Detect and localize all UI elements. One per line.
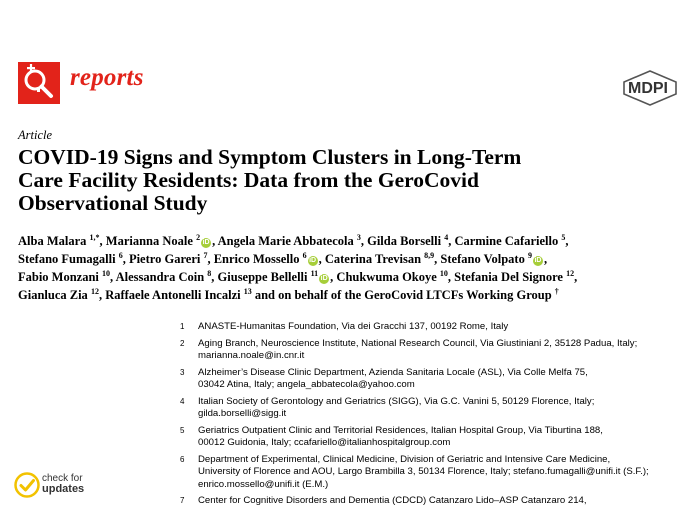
affiliation-number: 7 bbox=[180, 496, 185, 505]
affiliation-marker: 12 bbox=[566, 269, 575, 278]
author-name: , Chukwuma Okoye bbox=[330, 270, 440, 284]
affiliation-text: Alzheimer’s Disease Clinic Department, Azienda Sanitaria Locale (ASL), Via Colle Melfa 75, bbox=[198, 366, 588, 378]
author-list bbox=[18, 232, 688, 304]
affiliation-number: 5 bbox=[180, 425, 185, 435]
affiliation-marker: 13 bbox=[243, 287, 252, 296]
affiliation-number: 4 bbox=[180, 396, 185, 406]
affiliation-item bbox=[180, 396, 695, 421]
affiliation-list bbox=[180, 321, 695, 512]
check-for-updates-icon[interactable] bbox=[14, 472, 40, 503]
affiliation-item bbox=[180, 321, 695, 334]
affiliation-text: Geriatrics Outpatient Clinic and Territorial Residences, Italian Hospital Group, Via Tiburtina 188, bbox=[198, 424, 603, 436]
affiliation-text: marianna.noale@in.cnr.it bbox=[198, 350, 305, 361]
author-name: , Pietro Gareri bbox=[122, 252, 204, 266]
author-name: Stefano Fumagalli bbox=[18, 252, 119, 266]
author-name: , Giuseppe Bellelli bbox=[211, 270, 311, 284]
affiliation-marker: 10 bbox=[439, 269, 448, 278]
orcid-icon[interactable]: iD bbox=[202, 239, 210, 246]
affiliation-marker: 9 bbox=[527, 251, 532, 260]
affiliation-item bbox=[180, 367, 695, 392]
affiliation-marker: 7 bbox=[203, 251, 208, 260]
author-name: , bbox=[565, 234, 569, 248]
affiliation-marker: 1,* bbox=[89, 233, 100, 242]
affiliation-marker: 11 bbox=[310, 269, 319, 278]
affiliation-marker: 10 bbox=[102, 269, 111, 278]
article-title bbox=[18, 146, 658, 215]
affiliation-marker: 8 bbox=[207, 269, 212, 278]
affiliation-marker: 5 bbox=[561, 233, 566, 242]
author-line bbox=[18, 268, 688, 286]
journal-name: reports bbox=[70, 64, 144, 91]
author-name: Fabio Monzani bbox=[18, 270, 103, 284]
affiliation-number: 6 bbox=[180, 454, 185, 464]
affiliation-text: University of Florence and AOU, Largo Brambilla 3, 50134 Florence, Italy; stefano.fumagalli@unifi.it (S.F.); bbox=[198, 466, 649, 477]
author-name: and on behalf of the GeroCovid LTCFs Working Group bbox=[251, 288, 555, 302]
affiliation-marker: 8,9 bbox=[424, 251, 435, 260]
affiliation-number: 2 bbox=[180, 338, 185, 348]
affiliation-marker: 12 bbox=[90, 287, 99, 296]
affiliation-text: Italian Society of Gerontology and Geriatrics (SIGG), Via G.C. Vanini 5, 50129 Florence, Italy; bbox=[198, 395, 595, 407]
author-name: , Stefania Del Signore bbox=[447, 270, 567, 284]
author-name: , Caterina Trevisan bbox=[318, 252, 425, 266]
check-for-updates-link[interactable] bbox=[42, 474, 84, 494]
affiliation-text: Center for Cognitive Disorders and Dementia (CDCD) Catanzaro Lido–ASP Catanzaro 214, bbox=[198, 495, 587, 506]
author-name: , bbox=[574, 270, 578, 284]
author-line bbox=[18, 286, 688, 304]
check-for-updates-line2: updates bbox=[42, 483, 85, 495]
author-line bbox=[18, 232, 688, 250]
affiliation-text: 03042 Atina, Italy; angela_abbatecola@yahoo.com bbox=[198, 379, 415, 390]
author-name: , Alessandra Coin bbox=[110, 270, 208, 284]
affiliation-text: 00012 Guidonia, Italy; ccafariello@italianhospitalgroup.com bbox=[198, 437, 451, 448]
affiliation-marker: 2 bbox=[196, 233, 201, 242]
affiliation-text: gilda.borselli@sigg.it bbox=[198, 408, 287, 419]
author-name: , Carmine Cafariello bbox=[448, 234, 562, 248]
orcid-icon[interactable]: iD bbox=[534, 257, 542, 264]
affiliation-item bbox=[180, 495, 695, 508]
title-line: Care Facility Residents: Data from the GeroCovid bbox=[18, 168, 479, 192]
affiliation-text: ANASTE-Humanitas Foundation, Via dei Gracchi 137, 00192 Rome, Italy bbox=[198, 321, 509, 332]
title-line: COVID-19 Signs and Symptom Clusters in Long-Term bbox=[18, 145, 522, 169]
title-line: Observational Study bbox=[18, 191, 208, 215]
journal-logo-icon bbox=[18, 62, 60, 104]
affiliation-number: 3 bbox=[180, 367, 185, 377]
affiliation-text: enrico.mossello@unifi.it (E.M.) bbox=[198, 478, 329, 490]
author-name: , bbox=[543, 252, 548, 266]
affiliation-item bbox=[180, 338, 695, 363]
orcid-icon[interactable]: iD bbox=[320, 275, 328, 282]
check-for-updates-line1: check for bbox=[42, 473, 83, 484]
affiliation-marker: 3 bbox=[356, 233, 361, 242]
author-name: , Marianna Noale bbox=[99, 234, 197, 248]
publisher-name: MDPI bbox=[628, 80, 668, 97]
affiliation-text: Department of Experimental, Clinical Medicine, Division of Geriatric and Intensive Care Medicine, bbox=[198, 453, 611, 465]
author-name: Alba Malara bbox=[18, 234, 90, 248]
affiliation-marker: 6 bbox=[302, 251, 307, 260]
affiliation-marker: 6 bbox=[118, 251, 123, 260]
author-name: , Angela Marie Abbatecola bbox=[212, 234, 357, 248]
affiliation-marker: † bbox=[554, 287, 559, 296]
author-line bbox=[18, 250, 688, 268]
author-name: , Gilda Borselli bbox=[360, 234, 445, 248]
affiliation-item bbox=[180, 454, 695, 492]
article-type: Article bbox=[18, 128, 53, 142]
author-name: , Enrico Mossello bbox=[207, 252, 303, 266]
affiliation-item bbox=[180, 425, 695, 450]
orcid-icon[interactable]: iD bbox=[309, 257, 317, 264]
author-name: , Stefano Volpato bbox=[434, 252, 528, 266]
affiliation-number: 1 bbox=[180, 322, 185, 331]
affiliation-marker: 4 bbox=[444, 233, 449, 242]
affiliation-text: Aging Branch, Neuroscience Institute, National Research Council, Via Giustiniani 2, 35128 Padua, Italy; bbox=[198, 337, 638, 349]
author-name: , Raffaele Antonelli Incalzi bbox=[98, 288, 244, 302]
author-name: Gianluca Zia bbox=[18, 288, 91, 302]
